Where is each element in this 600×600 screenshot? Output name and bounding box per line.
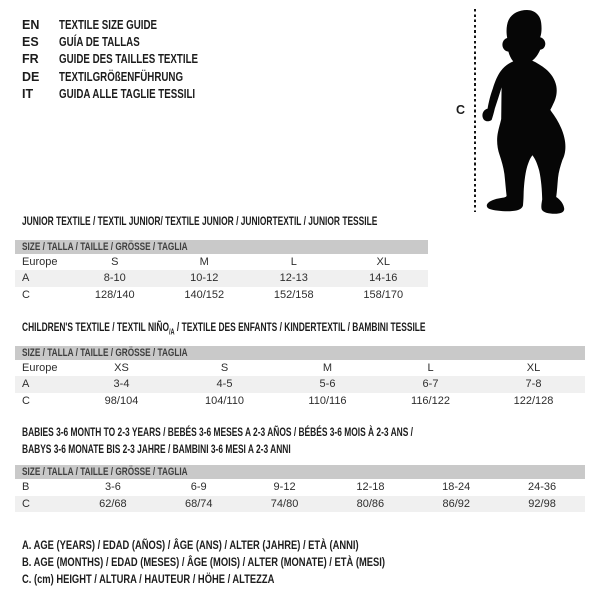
size-cell: 24-36 [527, 481, 557, 494]
footnote-text: C. (cm) HEIGHT / ALTURA / HAUTEUR / HÖHE / ALTEZZA [22, 572, 275, 587]
table-row-europe [15, 254, 428, 270]
size-cell: 3-4 [113, 378, 130, 391]
title-part: CHILDREN'S TEXTILE / TEXTIL NIÑO [22, 320, 169, 334]
row-label: A [22, 378, 30, 391]
size-cell: 8-10 [103, 272, 126, 285]
size-cell: 140/152 [184, 288, 225, 301]
section-title-babies-line1: BABIES 3-6 MONTH TO 2-3 YEARS / BEBÉS 3-6 MESES A 2-3 AÑOS / BÉBÉS 3-6 MOIS À 2-3 ANS / [22, 425, 414, 439]
row-label: C [22, 394, 30, 407]
language-code: DE [22, 69, 40, 84]
size-table-children [15, 360, 585, 409]
footnote-age-months [22, 553, 487, 570]
size-cell: 7-8 [525, 378, 542, 391]
row-label: Europe [22, 362, 58, 375]
section-title-children-text [22, 320, 426, 339]
size-cell: 3-6 [104, 481, 121, 494]
size-cell: 80/86 [356, 497, 385, 510]
table-row-height [15, 496, 585, 513]
size-table-junior [15, 254, 428, 303]
section-title-babies [22, 424, 581, 458]
language-row [22, 16, 237, 33]
size-header-bar-babies [15, 465, 585, 479]
size-header-bar-children [15, 346, 585, 360]
section-title-junior [22, 214, 530, 228]
size-cell: 86/92 [442, 497, 470, 510]
guide-title-es: GUÍA DE TALLAS [59, 35, 140, 50]
guide-title-fr: GUIDE DES TAILLES TEXTILE [59, 52, 199, 67]
guide-title-it: GUIDA ALLE TAGLIE TESSILI [59, 87, 196, 102]
table-row-months [15, 479, 585, 496]
guide-title-en: TEXTILE SIZE GUIDE [59, 17, 158, 32]
language-row [22, 33, 237, 50]
height-dashed-line [474, 9, 476, 212]
size-cell: 116/122 [411, 394, 450, 407]
size-cell: 104/110 [205, 394, 244, 407]
footnote-height-cm [22, 571, 487, 588]
size-cell: M [199, 256, 209, 269]
size-cell: XS [114, 362, 129, 375]
size-cell: 68/74 [184, 497, 213, 510]
row-label: A [22, 272, 30, 285]
table-row-height [15, 287, 428, 303]
language-code: ES [22, 35, 39, 50]
guide-title-de: TEXTILGRÖßENFÜHRUNG [59, 69, 184, 84]
table-row-height [15, 393, 585, 409]
size-cell: 18-24 [442, 481, 471, 494]
footnotes [22, 536, 487, 588]
size-cell: 12-18 [356, 481, 385, 494]
size-cell: 152/158 [273, 288, 314, 301]
table-row-age [15, 376, 585, 392]
size-cell: 110/116 [308, 394, 347, 407]
height-label-c: C [456, 103, 466, 117]
row-label: Europe [22, 256, 58, 269]
section-title-children [22, 320, 598, 339]
language-code: FR [22, 52, 39, 67]
title-part: / TEXTILE DES ENFANTS / KINDERTEXTIL / BAMBINI TESSILE [174, 320, 426, 334]
baby-silhouette-icon [479, 6, 569, 216]
size-table-babies [15, 479, 585, 512]
size-cell: 6-7 [422, 378, 439, 391]
size-cell: 128/140 [94, 288, 135, 301]
language-row [22, 68, 237, 85]
size-cell: 98/104 [104, 394, 139, 407]
size-cell: XL [376, 256, 390, 269]
size-header-bar-junior [15, 240, 428, 254]
size-cell: S [220, 362, 229, 375]
size-cell: L [427, 362, 434, 375]
size-cell: 122/128 [513, 394, 554, 407]
footnote-age-years [22, 536, 487, 553]
section-title-junior-text: JUNIOR TEXTILE / TEXTIL JUNIOR/ TEXTILE JUNIOR / JUNIORTEXTIL / JUNIOR TESSILE [22, 214, 378, 228]
language-code: IT [22, 87, 34, 102]
row-label: C [22, 288, 30, 301]
size-cell: 10-12 [190, 272, 219, 285]
size-header-text: SIZE / TALLA / TAILLE / GRÖSSE / TAGLIA [22, 241, 188, 253]
footnote-text: B. AGE (MONTHS) / EDAD (MESES) / ÂGE (MOIS) / ALTER (MONATE) / ETÀ (MESI) [22, 555, 385, 570]
size-cell: 6-9 [190, 481, 207, 494]
size-cell: 92/98 [528, 497, 556, 510]
size-header-text: SIZE / TALLA / TAILLE / GRÖSSE / TAGLIA [22, 347, 188, 359]
size-cell: 9-12 [273, 481, 296, 494]
size-cell: 5-6 [319, 378, 336, 391]
language-guide-header [22, 16, 237, 103]
size-cell: 12-13 [279, 272, 308, 285]
table-row-age [15, 270, 428, 286]
table-row-europe [15, 360, 585, 376]
size-cell: 4-5 [216, 378, 233, 391]
size-cell: M [322, 362, 333, 375]
size-header-text: SIZE / TALLA / TAILLE / GRÖSSE / TAGLIA [22, 466, 188, 478]
size-cell: XL [526, 362, 541, 375]
language-row [22, 51, 237, 68]
section-title-babies-line2: BABYS 3-6 MONATE BIS 2-3 JAHRE / BAMBINI 3-6 MESI A 2-3 ANNI [22, 442, 291, 456]
size-cell: L [290, 256, 297, 269]
row-label: C [22, 497, 30, 510]
footnote-text: A. AGE (YEARS) / EDAD (AÑOS) / ÂGE (ANS) / ALTER (JAHRE) / ETÀ (ANNI) [22, 537, 359, 552]
language-code: EN [22, 17, 40, 32]
row-label: B [22, 481, 30, 494]
size-cell: 62/68 [99, 497, 127, 510]
size-cell: 14-16 [369, 272, 398, 285]
title-subscript: /A [168, 327, 175, 337]
size-cell: S [111, 256, 119, 269]
language-row [22, 86, 237, 103]
size-cell: 74/80 [270, 497, 299, 510]
size-cell: 158/170 [363, 288, 404, 301]
